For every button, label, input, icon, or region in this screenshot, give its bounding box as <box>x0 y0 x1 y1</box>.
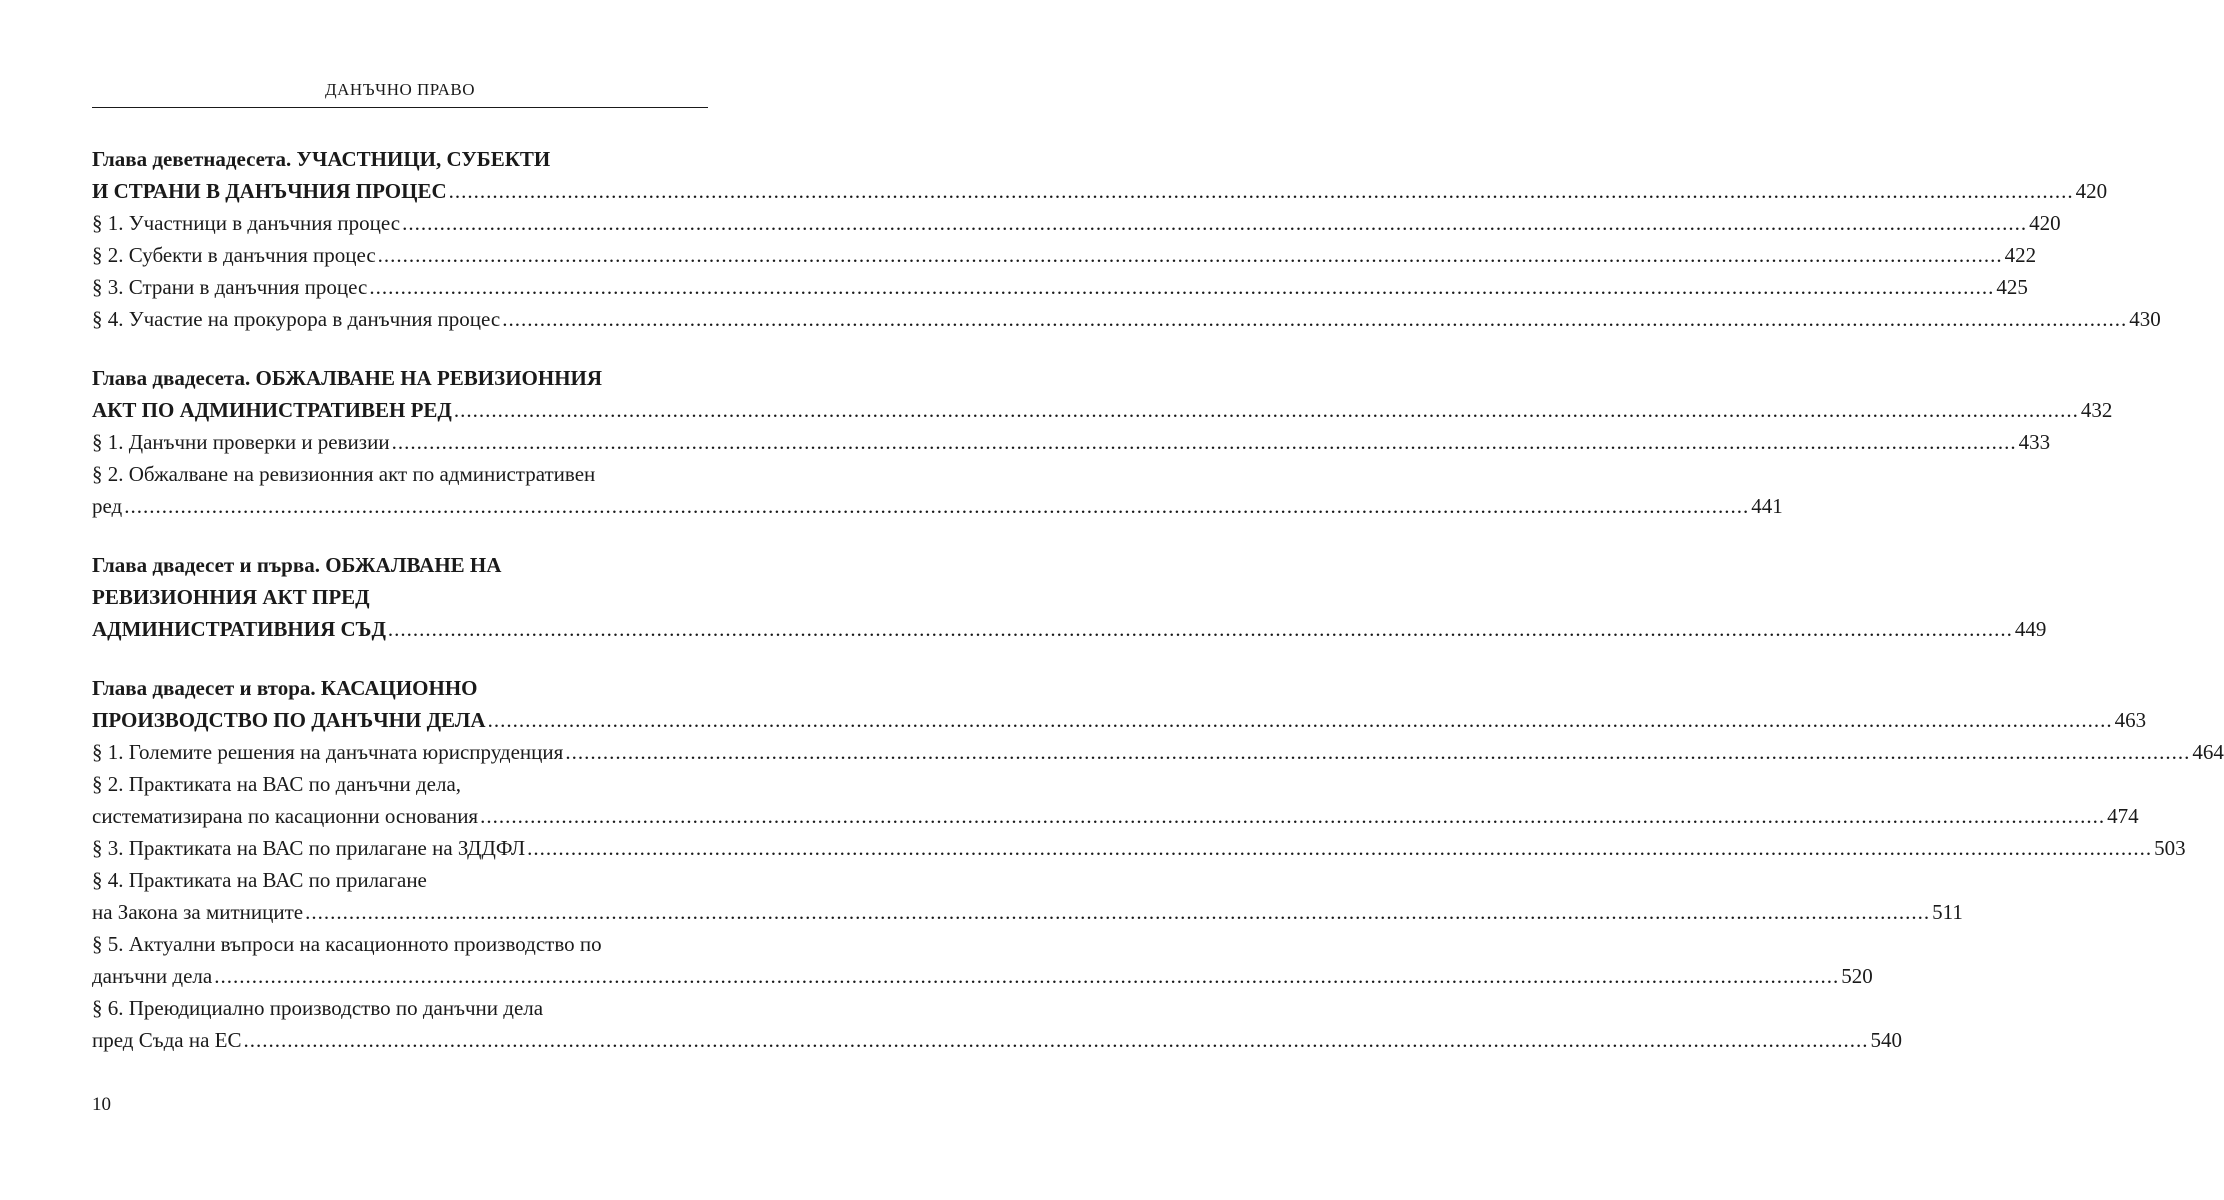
toc-entry-text: пред Съда на ЕС <box>92 1028 242 1052</box>
toc-page-number: 420 <box>2075 179 2108 203</box>
toc-entry-text: Глава деветнадесета. УЧАСТНИЦИ, СУБЕКТИ <box>92 147 551 171</box>
toc-entry-line <box>92 426 2051 458</box>
toc-entry-text: § 6. Преюдициално производство по данъчни дела <box>92 996 544 1020</box>
toc-entry-text: § 4. Практиката на ВАС по прилагане <box>92 868 427 892</box>
toc-entry-text: ред <box>92 494 123 518</box>
dot-leader: .................................................................................................................................................................................................................................................................... <box>453 398 2079 422</box>
toc-entry-line <box>92 303 2161 335</box>
table-of-contents <box>92 143 2224 1056</box>
dot-leader: .................................................................................................................................................................................................................................................................... <box>305 900 1931 924</box>
toc-page-number: 540 <box>1870 1028 1902 1052</box>
toc-page-number: 420 <box>2029 211 2061 235</box>
toc-page-number: 503 <box>2154 836 2186 860</box>
toc-entry-text: ПРОИЗВОДСТВО ПО ДАНЪЧНИ ДЕЛА <box>92 708 486 732</box>
toc-entry-line <box>92 992 708 1024</box>
dot-leader: .................................................................................................................................................................................................................................................................... <box>527 836 2153 860</box>
toc-entry-text: § 3. Страни в данъчния процес <box>92 275 368 299</box>
toc-chapter-line <box>92 394 2113 426</box>
toc-entry-text: на Закона за митниците <box>92 900 304 924</box>
toc-page-number: 520 <box>1841 964 1873 988</box>
toc-entry-text: § 1. Участници в данъчния процес <box>92 211 401 235</box>
dot-leader: .................................................................................................................................................................................................................................................................... <box>448 179 2074 203</box>
dot-leader: .................................................................................................................................................................................................................................................................... <box>369 275 1995 299</box>
section-gap <box>92 335 708 362</box>
toc-entry-line <box>92 1024 1902 1056</box>
header-rule <box>92 107 708 108</box>
dot-leader: .................................................................................................................................................................................................................................................................... <box>402 211 2028 235</box>
section-gap <box>92 645 708 672</box>
toc-entry-line <box>92 207 2061 239</box>
dot-leader: .................................................................................................................................................................................................................................................................... <box>487 708 2113 732</box>
toc-entry-line <box>92 928 708 960</box>
toc-entry-text: § 2. Субекти в данъчния процес <box>92 243 376 267</box>
toc-entry-text: § 4. Участие на прокурора в данъчния процес <box>92 307 501 331</box>
toc-entry-text: Глава двадесета. ОБЖАЛВАНЕ НА РЕВИЗИОННИЯ <box>92 366 603 390</box>
toc-entry-text: АКТ ПО АДМИНИСТРАТИВЕН РЕД <box>92 398 452 422</box>
toc-chapter-line <box>92 704 2147 736</box>
toc-chapter-line <box>92 613 2047 645</box>
toc-page-number: 464 <box>2192 740 2224 764</box>
toc-page-number: 463 <box>2114 708 2147 732</box>
dot-leader: .................................................................................................................................................................................................................................................................... <box>391 430 2017 454</box>
toc-entry-line <box>92 239 2037 271</box>
toc-entry-line <box>92 960 1873 992</box>
dot-leader: .................................................................................................................................................................................................................................................................... <box>243 1028 1869 1052</box>
toc-entry-text: § 3. Практиката на ВАС по прилагане на ЗДДФЛ <box>92 836 526 860</box>
toc-chapter-line <box>92 549 708 581</box>
toc-entry-text: Глава двадесет и втора. КАСАЦИОННО <box>92 676 478 700</box>
dot-leader: .................................................................................................................................................................................................................................................................... <box>565 740 2191 764</box>
toc-page-number: 422 <box>2004 243 2037 267</box>
toc-chapter-line <box>92 175 2108 207</box>
toc-entry-line <box>92 271 2028 303</box>
toc-entry-line <box>92 800 2139 832</box>
toc-entry-line <box>92 768 708 800</box>
dot-leader: .................................................................................................................................................................................................................................................................... <box>502 307 2128 331</box>
toc-page-number: 425 <box>1996 275 2028 299</box>
toc-page-number: 432 <box>2080 398 2113 422</box>
page-number: 10 <box>92 1094 111 1115</box>
toc-entry-text: § 1. Големите решения на данъчната юриспруденция <box>92 740 564 764</box>
toc-entry-text: РЕВИЗИОННИЯ АКТ ПРЕД <box>92 585 370 609</box>
toc-entry-text: систематизирана по касационни основания <box>92 804 479 828</box>
toc-page-number: 449 <box>2014 617 2047 641</box>
toc-entry-text: данъчни дела <box>92 964 213 988</box>
dot-leader: .................................................................................................................................................................................................................................................................... <box>387 617 2013 641</box>
toc-page-number: 511 <box>1932 900 1963 924</box>
toc-entry-text: § 1. Данъчни проверки и ревизии <box>92 430 390 454</box>
toc-entry-line <box>92 490 1783 522</box>
dot-leader: .................................................................................................................................................................................................................................................................... <box>124 494 1750 518</box>
toc-entry-text: И СТРАНИ В ДАНЪЧНИЯ ПРОЦЕС <box>92 179 447 203</box>
toc-entry-line <box>92 736 2224 768</box>
toc-page-number: 433 <box>2018 430 2051 454</box>
toc-page-number: 441 <box>1751 494 1783 518</box>
toc-entry-line <box>92 458 708 490</box>
toc-page-number: 474 <box>2107 804 2139 828</box>
toc-entry-text: АДМИНИСТРАТИВНИЯ СЪД <box>92 617 386 641</box>
toc-entry-line <box>92 896 1963 928</box>
toc-entry-text: Глава двадесет и първа. ОБЖАЛВАНЕ НА <box>92 553 502 577</box>
toc-entry-line <box>92 864 708 896</box>
toc-chapter-line <box>92 143 708 175</box>
toc-entry-line <box>92 832 2186 864</box>
toc-page-number: 430 <box>2129 307 2161 331</box>
section-gap <box>92 522 708 549</box>
dot-leader: .................................................................................................................................................................................................................................................................... <box>480 804 2106 828</box>
toc-chapter-line <box>92 362 708 394</box>
toc-entry-text: § 5. Актуални въпроси на касационното производство по <box>92 932 602 956</box>
toc-chapter-line <box>92 672 708 704</box>
toc-entry-text: § 2. Практиката на ВАС по данъчни дела, <box>92 772 462 796</box>
running-head: ДАНЪЧНО ПРАВО <box>325 80 475 99</box>
toc-entry-text: § 2. Обжалване на ревизионния акт по административен <box>92 462 596 486</box>
dot-leader: .................................................................................................................................................................................................................................................................... <box>377 243 2003 267</box>
toc-chapter-line <box>92 581 708 613</box>
dot-leader: .................................................................................................................................................................................................................................................................... <box>214 964 1840 988</box>
